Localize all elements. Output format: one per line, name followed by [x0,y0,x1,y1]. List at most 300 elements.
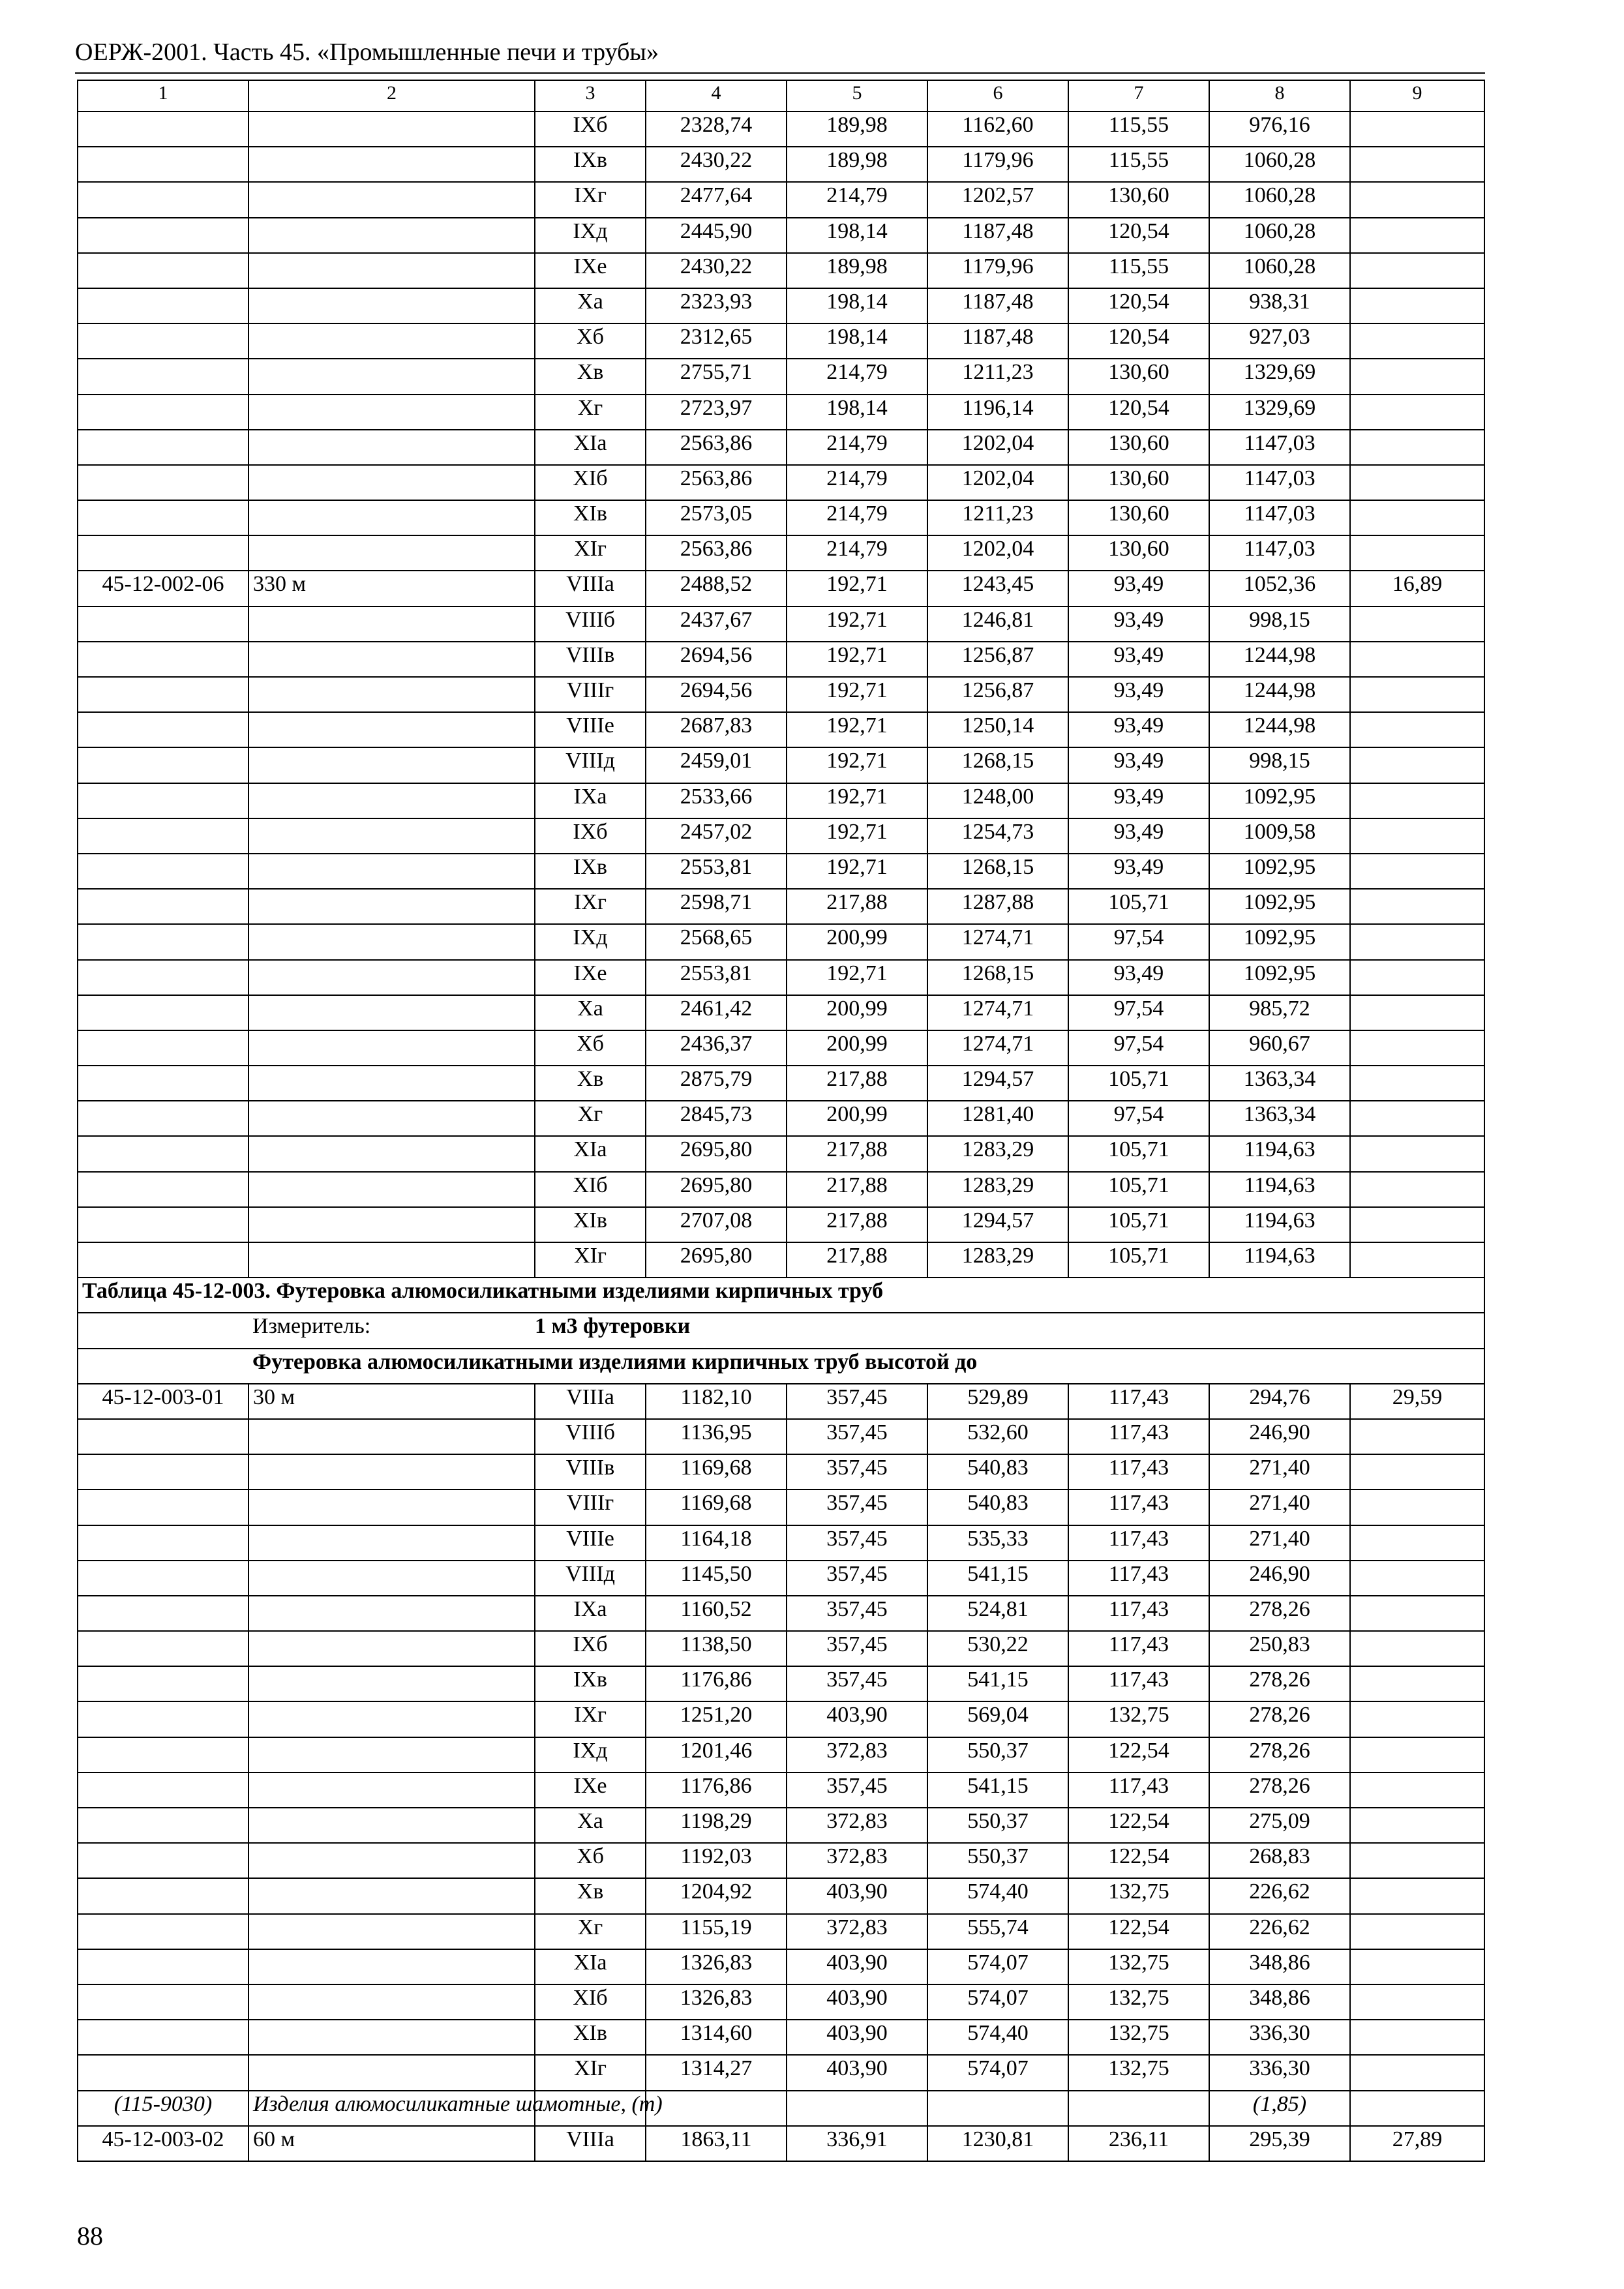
value-cell: 1363,34 [1209,1101,1350,1136]
value-cell: 1092,95 [1209,783,1350,818]
col9-value [1350,2055,1484,2090]
value-cell: 278,26 [1209,1701,1350,1737]
col9-value [1350,535,1484,571]
value-cell: 294,76 [1209,1384,1350,1419]
value-cell: 295,39 [1209,2126,1350,2161]
rate-code [78,395,248,430]
zone-cell: XIв [535,2020,646,2055]
rate-code: 45-12-002-06 [78,571,248,606]
value-cell: 236,11 [1068,2126,1209,2161]
rate-name [248,395,535,430]
value-cell: 117,43 [1068,1384,1209,1419]
value-cell: 217,88 [787,889,927,924]
value-cell: 1314,60 [646,2020,787,2055]
rate-code [78,1773,248,1808]
rate-name [248,1666,535,1701]
value-cell: 192,71 [787,712,927,747]
rate-name [248,253,535,288]
table-row [78,783,1484,818]
column-number: 9 [1350,80,1484,112]
value-cell: 1202,04 [927,430,1068,465]
value-cell: 115,55 [1068,112,1209,147]
value-cell: 271,40 [1209,1525,1350,1561]
resource-value: (1,85) [1209,2091,1350,2126]
value-cell: 2687,83 [646,712,787,747]
col9-value [1350,1101,1484,1136]
value-cell: 1244,98 [1209,712,1350,747]
table-row [78,1984,1484,2020]
value-cell: 1283,29 [927,1172,1068,1207]
value-cell: 2563,86 [646,430,787,465]
table-title: Таблица 45-12-003. Футеровка алюмосиликатными изделиями кирпичных труб [78,1278,1484,1313]
value-cell: 2695,80 [646,1172,787,1207]
value-cell: 574,07 [927,1984,1068,2020]
value-cell: 214,79 [787,535,927,571]
table-row [78,747,1484,783]
zone-cell: IXг [535,1701,646,1737]
rate-name [248,2020,535,2055]
value-cell: 1194,63 [1209,1207,1350,1242]
col9-value [1350,712,1484,747]
table-row [78,606,1484,642]
value-cell: 348,86 [1209,1984,1350,2020]
rate-code [78,430,248,465]
value-cell: 1283,29 [927,1136,1068,1171]
value-cell: 217,88 [787,1066,927,1101]
table-row [78,288,1484,323]
value-cell: 93,49 [1068,854,1209,889]
value-cell: 348,86 [1209,1949,1350,1984]
zone-cell: IXг [535,889,646,924]
col9-value [1350,112,1484,147]
rate-code [78,606,248,642]
zone-cell: Xа [535,995,646,1030]
rate-code [78,1454,248,1489]
value-cell: 2488,52 [646,571,787,606]
zone-cell: Xа [535,1808,646,1843]
value-cell: 93,49 [1068,606,1209,642]
value-cell: 1147,03 [1209,465,1350,500]
value-cell: 357,45 [787,1631,927,1666]
col9-value [1350,889,1484,924]
rate-code [78,1172,248,1207]
table-row [78,535,1484,571]
zone-cell: Xг [535,395,646,430]
value-cell: 2328,74 [646,112,787,147]
value-cell: 2695,80 [646,1136,787,1171]
table-row [78,1701,1484,1737]
table-row [78,1843,1484,1878]
value-cell: 122,54 [1068,1737,1209,1773]
rate-code [78,854,248,889]
zone-cell: VIIIе [535,712,646,747]
col9-value [1350,1489,1484,1525]
zone-cell: VIIIг [535,1489,646,1525]
rate-name [248,147,535,182]
measure-label: Измеритель: [248,1313,535,1348]
value-cell: 217,88 [787,1172,927,1207]
value-cell: 132,75 [1068,1878,1209,1913]
value-cell: 1194,63 [1209,1136,1350,1171]
value-cell: 198,14 [787,395,927,430]
table-row [78,1631,1484,1666]
value-cell: 403,90 [787,1701,927,1737]
table-row [78,1384,1484,1419]
col9-value [1350,1701,1484,1737]
value-cell: 2436,37 [646,1030,787,1066]
value-cell: 250,83 [1209,1631,1350,1666]
rate-name [248,465,535,500]
rate-code [78,1030,248,1066]
value-cell: 1363,34 [1209,1066,1350,1101]
col9-value [1350,677,1484,712]
value-cell: 1248,00 [927,783,1068,818]
zone-cell: XIа [535,430,646,465]
value-cell: 198,14 [787,323,927,359]
col9-value [1350,1949,1484,1984]
value-cell: 372,83 [787,1914,927,1949]
value-cell: 122,54 [1068,1914,1209,1949]
measure-row [78,1313,1484,1348]
table-row [78,1242,1484,1278]
value-cell: 403,90 [787,1878,927,1913]
table-row [78,147,1484,182]
rate-name [248,747,535,783]
rate-name [248,1066,535,1101]
table-row [78,818,1484,854]
zone-cell: XIа [535,1949,646,1984]
value-cell: 960,67 [1209,1030,1350,1066]
rate-code [78,783,248,818]
value-cell: 403,90 [787,1984,927,2020]
value-cell: 217,88 [787,1207,927,1242]
zone-cell: IXв [535,854,646,889]
zone-cell: VIIIд [535,747,646,783]
value-cell: 120,54 [1068,323,1209,359]
measure-value: 1 м3 футеровки [535,1313,1484,1348]
value-cell: 1136,95 [646,1419,787,1454]
zone-cell: IXе [535,960,646,995]
column-number: 2 [248,80,535,112]
value-cell: 357,45 [787,1596,927,1631]
value-cell: 2694,56 [646,677,787,712]
rate-name [248,1525,535,1561]
rate-code [78,1984,248,2020]
table-row [78,2020,1484,2055]
col9-value [1350,288,1484,323]
table-row [78,1101,1484,1136]
col9-value [1350,1878,1484,1913]
col9-value [1350,1561,1484,1596]
value-cell: 530,22 [927,1631,1068,1666]
value-cell: 198,14 [787,218,927,253]
value-cell: 122,54 [1068,1843,1209,1878]
value-cell: 192,71 [787,783,927,818]
zone-cell: IXд [535,1737,646,1773]
table-row [78,465,1484,500]
col9-value [1350,1066,1484,1101]
value-cell: 1314,27 [646,2055,787,2090]
col9-value [1350,218,1484,253]
rate-code [78,359,248,394]
rate-name [248,218,535,253]
page-number: 88 [77,2221,103,2251]
value-cell: 105,71 [1068,1207,1209,1242]
zone-cell: IXа [535,783,646,818]
value-cell: 1145,50 [646,1561,787,1596]
rate-code [78,818,248,854]
value-cell: 189,98 [787,147,927,182]
table-row [78,1172,1484,1207]
rate-code [78,1666,248,1701]
value-cell: 192,71 [787,642,927,677]
column-number-row [78,80,1484,112]
value-cell: 214,79 [787,465,927,500]
rate-code [78,1525,248,1561]
rate-code [78,2055,248,2090]
value-cell: 2568,65 [646,924,787,959]
value-cell: 93,49 [1068,677,1209,712]
table-row [78,960,1484,995]
value-cell: 93,49 [1068,960,1209,995]
value-cell: 541,15 [927,1561,1068,1596]
rate-code [78,253,248,288]
value-cell: 336,91 [787,2126,927,2161]
value-cell: 117,43 [1068,1596,1209,1631]
value-cell: 550,37 [927,1737,1068,1773]
resource-empty-cell [1350,2091,1484,2126]
rate-name [248,889,535,924]
rate-code [78,323,248,359]
value-cell: 1329,69 [1209,359,1350,394]
value-cell: 357,45 [787,1666,927,1701]
table-row [78,430,1484,465]
value-cell: 1243,45 [927,571,1068,606]
col9-value [1350,1596,1484,1631]
table-row [78,712,1484,747]
value-cell: 1060,28 [1209,182,1350,217]
col9-value [1350,1242,1484,1278]
value-cell: 200,99 [787,1101,927,1136]
rate-code: 45-12-003-02 [78,2126,248,2161]
col9-value [1350,1914,1484,1949]
value-cell: 1254,73 [927,818,1068,854]
table-row [78,2126,1484,2161]
rate-code [78,1242,248,1278]
rate-code [78,889,248,924]
value-cell: 1256,87 [927,642,1068,677]
value-cell: 403,90 [787,2020,927,2055]
zone-cell: XIг [535,535,646,571]
value-cell: 2312,65 [646,323,787,359]
rates-table [77,80,1485,2162]
value-cell: 2563,86 [646,465,787,500]
value-cell: 246,90 [1209,1561,1350,1596]
value-cell: 120,54 [1068,395,1209,430]
zone-cell: IXб [535,1631,646,1666]
rate-code [78,1136,248,1171]
value-cell: 357,45 [787,1454,927,1489]
rate-name [248,1984,535,2020]
value-cell: 1256,87 [927,677,1068,712]
value-cell: 2430,22 [646,147,787,182]
zone-cell: IXа [535,1596,646,1631]
value-cell: 1162,60 [927,112,1068,147]
rate-code [78,1561,248,1596]
value-cell: 278,26 [1209,1596,1350,1631]
value-cell: 2694,56 [646,642,787,677]
value-cell: 117,43 [1068,1454,1209,1489]
col9-value: 29,59 [1350,1384,1484,1419]
rate-name [248,677,535,712]
resource-code: (115-9030) [78,2091,248,2126]
resource-empty-cell [787,2091,927,2126]
value-cell: 97,54 [1068,995,1209,1030]
table-row [78,1666,1484,1701]
zone-cell: XIа [535,1136,646,1171]
value-cell: 93,49 [1068,571,1209,606]
rate-code [78,1489,248,1525]
rate-name [248,430,535,465]
value-cell: 1182,10 [646,1384,787,1419]
rate-code [78,642,248,677]
table-row [78,1136,1484,1171]
value-cell: 2459,01 [646,747,787,783]
zone-cell: IXе [535,1773,646,1808]
zone-cell: IXв [535,1666,646,1701]
value-cell: 1863,11 [646,2126,787,2161]
zone-cell: Xв [535,1878,646,1913]
value-cell: 1246,81 [927,606,1068,642]
value-cell: 574,07 [927,2055,1068,2090]
value-cell: 1147,03 [1209,500,1350,535]
rate-name [248,1419,535,1454]
value-cell: 1187,48 [927,323,1068,359]
value-cell: 357,45 [787,1419,927,1454]
table-row [78,642,1484,677]
rate-name [248,606,535,642]
rate-name [248,1808,535,1843]
col9-value [1350,747,1484,783]
zone-cell: XIб [535,465,646,500]
zone-cell: XIб [535,1172,646,1207]
column-number: 7 [1068,80,1209,112]
rate-name [248,995,535,1030]
value-cell: 192,71 [787,854,927,889]
value-cell: 555,74 [927,1914,1068,1949]
table-row [78,1419,1484,1454]
col9-value [1350,818,1484,854]
zone-cell: VIIIв [535,642,646,677]
resource-empty-cell [646,2091,787,2126]
table-row [78,253,1484,288]
zone-cell: XIг [535,1242,646,1278]
rate-code [78,712,248,747]
resource-name: Изделия алюмосиликатные шамотные, (т) [248,2091,535,2126]
zone-cell: IXе [535,253,646,288]
value-cell: 541,15 [927,1773,1068,1808]
table-row [78,1914,1484,1949]
value-cell: 93,49 [1068,712,1209,747]
rate-name [248,1596,535,1631]
value-cell: 1164,18 [646,1525,787,1561]
table-row [78,218,1484,253]
rate-name [248,535,535,571]
value-cell: 927,03 [1209,323,1350,359]
table-row [78,112,1484,147]
value-cell: 1230,81 [927,2126,1068,2161]
rate-name [248,1701,535,1737]
value-cell: 132,75 [1068,1949,1209,1984]
zone-cell: Xб [535,323,646,359]
zone-cell: Xб [535,1030,646,1066]
value-cell: 1244,98 [1209,642,1350,677]
col9-value [1350,1030,1484,1066]
rate-code [78,288,248,323]
rate-name [248,818,535,854]
value-cell: 1211,23 [927,359,1068,394]
rate-name [248,1878,535,1913]
value-cell: 1202,04 [927,535,1068,571]
value-cell: 130,60 [1068,182,1209,217]
value-cell: 1147,03 [1209,430,1350,465]
value-cell: 2430,22 [646,253,787,288]
value-cell: 574,40 [927,1878,1068,1913]
value-cell: 1287,88 [927,889,1068,924]
value-cell: 2445,90 [646,218,787,253]
zone-cell: Xг [535,1914,646,1949]
value-cell: 130,60 [1068,430,1209,465]
col9-value [1350,1666,1484,1701]
rate-name [248,182,535,217]
col9-value [1350,323,1484,359]
value-cell: 1274,71 [927,995,1068,1030]
value-cell: 1194,63 [1209,1172,1350,1207]
value-cell: 105,71 [1068,1136,1209,1171]
table-row [78,500,1484,535]
value-cell: 1092,95 [1209,854,1350,889]
rate-name [248,500,535,535]
value-cell: 2477,64 [646,182,787,217]
rate-code [78,1701,248,1737]
value-cell: 217,88 [787,1136,927,1171]
rate-name [248,112,535,147]
value-cell: 2457,02 [646,818,787,854]
value-cell: 1196,14 [927,395,1068,430]
rate-code [78,995,248,1030]
zone-cell: VIIIе [535,1525,646,1561]
rate-name [248,1949,535,1984]
value-cell: 117,43 [1068,1773,1209,1808]
table-row [78,1207,1484,1242]
value-cell: 357,45 [787,1384,927,1419]
table-row [78,395,1484,430]
zone-cell: XIв [535,1207,646,1242]
value-cell: 105,71 [1068,1066,1209,1101]
value-cell: 938,31 [1209,288,1350,323]
col9-value [1350,642,1484,677]
value-cell: 117,43 [1068,1561,1209,1596]
value-cell: 1201,46 [646,1737,787,1773]
rate-name [248,2055,535,2090]
value-cell: 130,60 [1068,500,1209,535]
col9-value [1350,1984,1484,2020]
value-cell: 1250,14 [927,712,1068,747]
value-cell: 1268,15 [927,960,1068,995]
value-cell: 105,71 [1068,1242,1209,1278]
rate-name [248,1030,535,1066]
value-cell: 550,37 [927,1843,1068,1878]
